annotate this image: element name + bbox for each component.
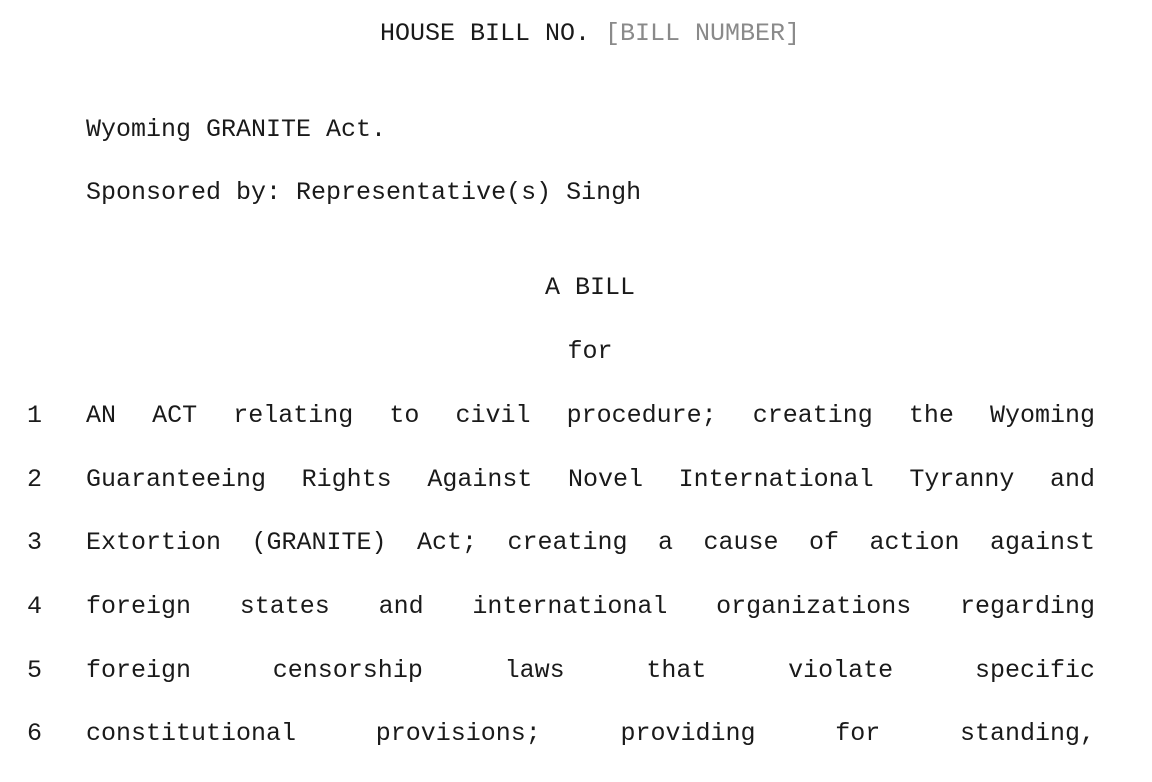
for-heading: for xyxy=(567,337,613,366)
line-text: Extortion (GRANITE) Act; creating a cause of action against xyxy=(86,528,1095,558)
bill-label: HOUSE BILL NO. xyxy=(379,19,590,48)
line-text: Guaranteeing Rights Against Novel International Tyranny and xyxy=(86,464,1095,494)
bill-body xyxy=(0,400,1152,782)
bill-line xyxy=(0,718,1152,782)
bill-number-placeholder: [BILL NUMBER] xyxy=(605,19,801,48)
sponsor-line: Sponsored by: Representative(s) Singh xyxy=(86,178,642,207)
bill-line xyxy=(0,527,1152,591)
line-text: constitutional provisions; providing for standing, xyxy=(86,719,1095,749)
bill-line xyxy=(0,400,1152,464)
line-number: 2 xyxy=(27,464,43,494)
bill-header xyxy=(0,18,1152,50)
line-number: 3 xyxy=(27,528,43,558)
short-title: Wyoming GRANITE Act. xyxy=(86,115,387,144)
line-text: AN ACT relating to civil procedure; creating the Wyoming xyxy=(86,401,1095,430)
line-text: foreign states and international organizations regarding xyxy=(86,592,1095,622)
bill-line xyxy=(0,591,1152,655)
line-number: 1 xyxy=(27,401,43,430)
line-number: 6 xyxy=(27,719,43,749)
line-number: 4 xyxy=(27,592,43,622)
line-number: 5 xyxy=(27,655,43,685)
bill-line xyxy=(0,655,1152,719)
bill-line xyxy=(0,464,1152,528)
line-text: foreign censorship laws that violate specific xyxy=(86,655,1095,685)
a-bill-heading: A BILL xyxy=(544,273,635,302)
